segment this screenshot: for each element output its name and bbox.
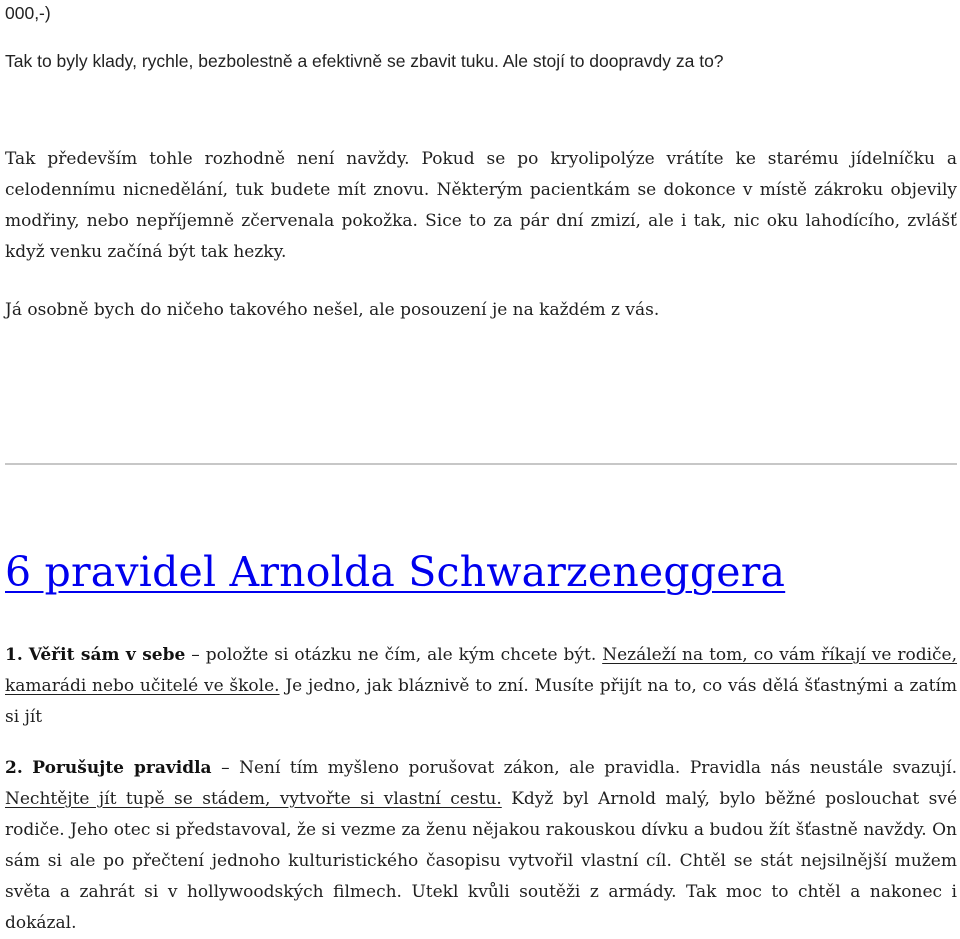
opinion-paragraph: Já osobně bych do ničeho takového nešel, ale posouzení je na každém z vás.: [5, 300, 660, 320]
rule-number: 1.: [5, 645, 23, 665]
rule-text-continued: Když byl Arnold malý, bylo běžné poslouchat své rodiče. Jeho otec si představoval, že si vezme za ženu nějakou rakouskou dívku a budou žít šťastně navždy. On sám si ale po přečtení jednoho kulturistického časopisu vytvořil vlastní cíl. Chtěl se stát nejsilnější mužem světa a zahrát si v hollywoodských filmech. Utekl kvůli soutěži z armády. Tak moc to chtěl a nakonec i dokázal.: [5, 789, 957, 933]
section-divider: [5, 463, 957, 465]
rule-text-continued: Je jedno, jak bláznivě to zní. Musíte přijít na to, co vás dělá šťastnými a zatím si jít: [5, 676, 957, 727]
rule-highlight: Nezáleží na tom, co vám říkají ve rodiče, kamarádi nebo učitelé ve škole.: [5, 645, 958, 696]
rule-number: 2.: [5, 758, 23, 778]
rule-text: – Není tím myšleno porušovat zákon, ale pravidla. Pravidla nás neustále svazují.: [211, 758, 957, 778]
intro-paragraph: Tak to byly klady, rychle, bezbolestně a efektivně se zbavit tuku. Ale stojí to doopravdy za to?: [5, 51, 724, 71]
article-title: [5, 546, 785, 598]
rule-title: Věřit sám v sebe: [28, 645, 186, 665]
rule-paragraph: [5, 640, 957, 733]
rule-highlight: Nechtějte jít tupě se stádem, vytvořte si vlastní cestu.: [5, 789, 502, 809]
previous-text-fragment: 000,-): [5, 3, 51, 23]
article-title-link[interactable]: 6 pravidel Arnolda Schwarzeneggera: [5, 548, 786, 596]
rule-title: Porušujte pravidla: [32, 758, 212, 778]
rule-paragraph: [5, 753, 957, 939]
cons-paragraph: Tak především tohle rozhodně není navždy. Pokud se po kryolipolýze vrátíte ke starému jídelníčku a celodennímu nicnedělání, tuk budete mít znovu. Některým pacientkám se dokonce v místě zákroku objevily modřiny, nebo nepříjemně zčervenala pokožka. Sice to za pár dní zmizí, ale i tak, nic oku lahodícího, zvlášť když venku začíná být tak hezky.: [5, 149, 957, 262]
rule-text: – položte si otázku ne čím, ale kým chcete být.: [185, 645, 603, 665]
